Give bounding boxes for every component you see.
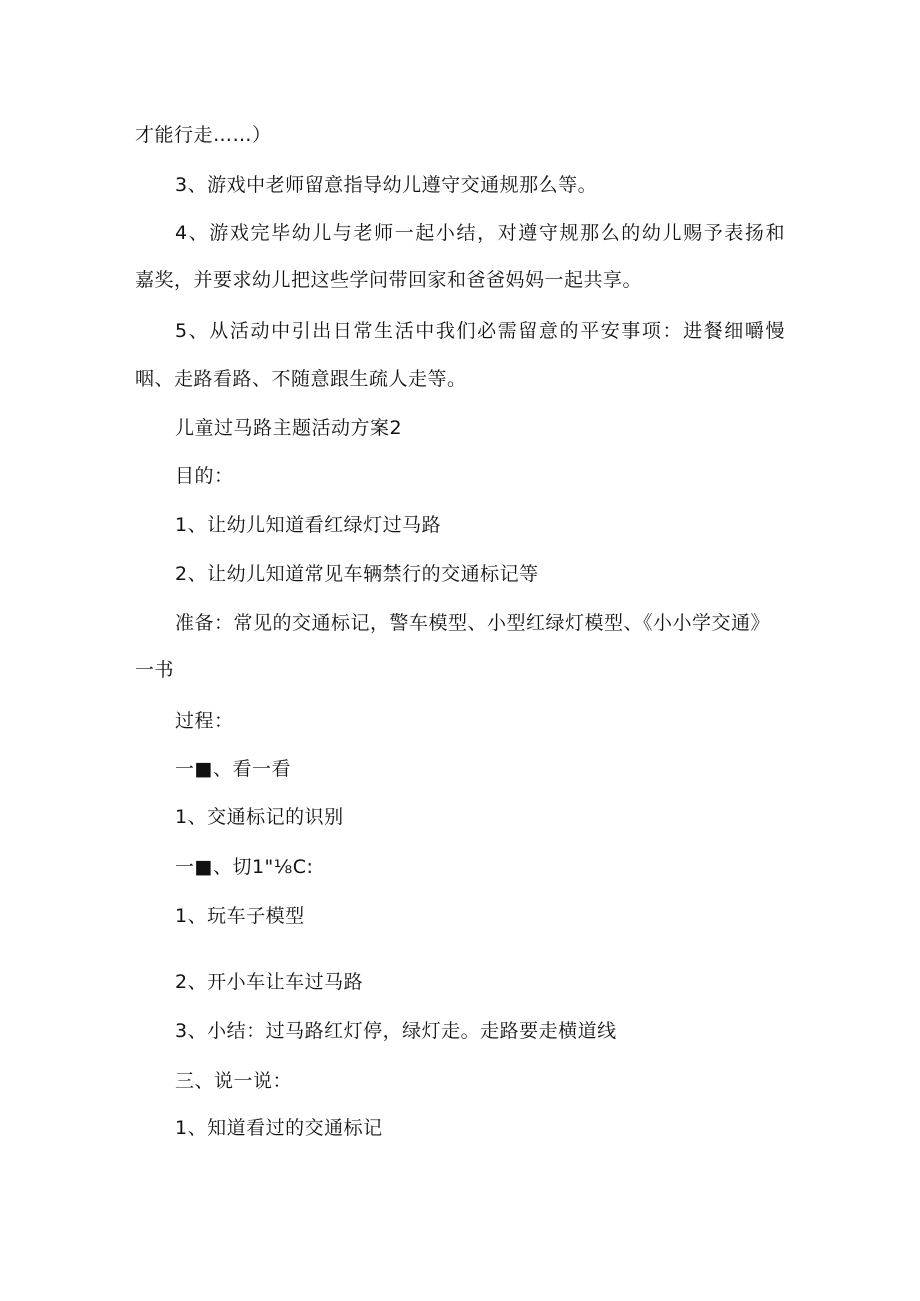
- paragraph-line: 1、交通标记的识别: [175, 806, 344, 828]
- paragraph-line: 1、让幼儿知道看红绿灯过马路: [175, 514, 442, 536]
- paragraph-line: 3、小结：过马路红灯停，绿灯走。走路要走横道线: [175, 1020, 617, 1042]
- paragraph-line: 5、从活动中引出日常生活中我们必需留意的平安事项：进餐细嚼慢: [175, 320, 785, 342]
- paragraph-line: 嘉奖，并要求幼儿把这些学问带回家和爸爸妈妈一起共享。: [135, 269, 643, 291]
- paragraph-line: 4、游戏完毕幼儿与老师一起小结，对遵守规那么的幼儿赐予表扬和: [175, 222, 785, 244]
- paragraph-line: 2、让幼儿知道常见车辆禁行的交通标记等: [175, 563, 539, 585]
- section-heading: 儿童过马路主题活动方案2: [175, 417, 403, 439]
- paragraph-line: 准备：常见的交通标记，警车模型、小型红绿灯模型、《小小学交通》: [175, 612, 771, 634]
- paragraph-line: 1、玩车子模型: [175, 905, 305, 927]
- paragraph-line: 目的：: [175, 465, 234, 487]
- paragraph-line: 3、游戏中老师留意指导幼儿遵守交通规那么等。: [175, 174, 598, 196]
- paragraph-line: 1、知道看过的交通标记: [175, 1117, 383, 1139]
- paragraph-line: 一■、切1"⅛C:: [175, 856, 314, 878]
- paragraph-line: 过程：: [175, 710, 234, 732]
- paragraph-line: 一书: [135, 659, 175, 681]
- paragraph-line: 咽、走路看路、不随意跟生疏人走等。: [135, 368, 467, 390]
- paragraph-line: 一■、看一看: [175, 758, 291, 780]
- paragraph-line: 才能行走……）: [135, 124, 272, 146]
- paragraph-line: 2、开小车让车过马路: [175, 971, 364, 993]
- paragraph-line: 三、说一说：: [175, 1070, 293, 1092]
